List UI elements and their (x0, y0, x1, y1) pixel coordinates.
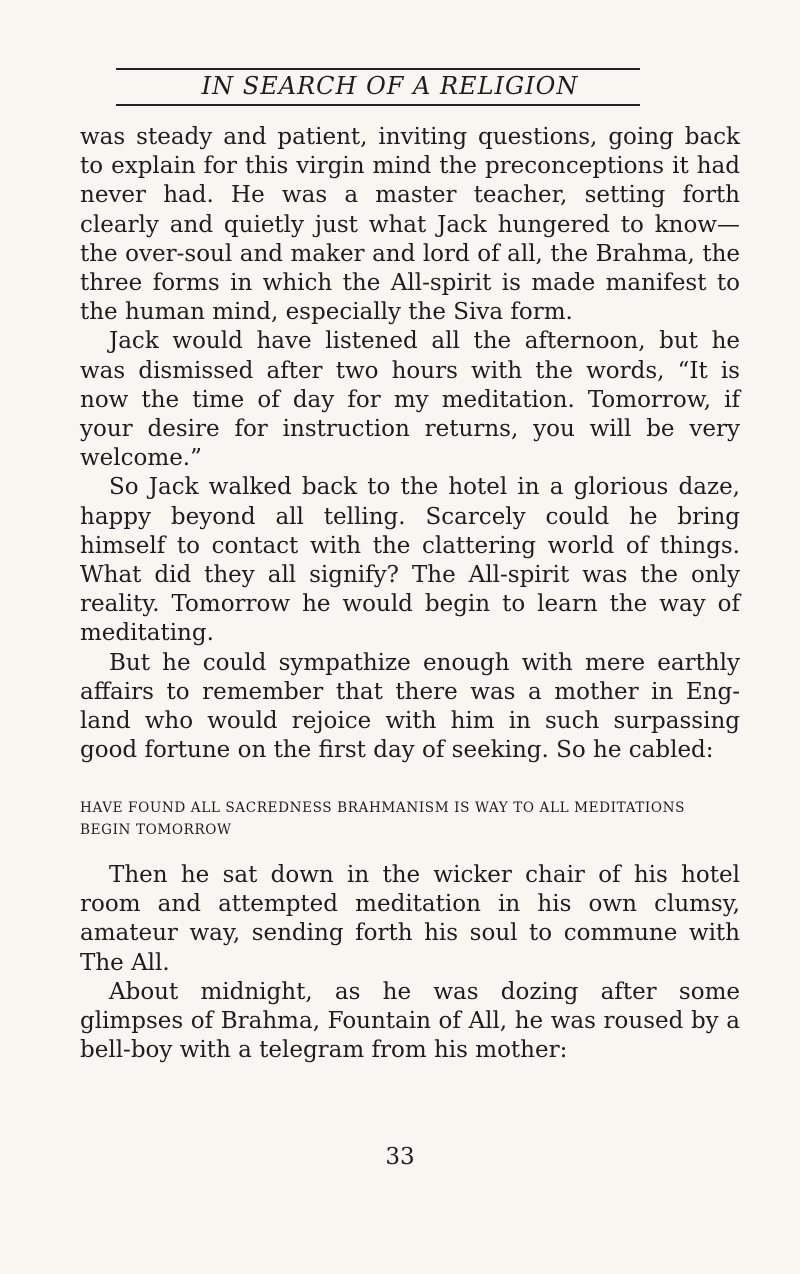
paragraph-6: About midnight, as he was dozing after some glimpses of Brahma, Fountain of All, he was roused by a bell-boy with a telegram from his mother: (80, 978, 740, 1064)
paragraph-3: So Jack walked back to the hotel in a glorious daze, happy beyond all telling. Scarcely could he bring himself to contact with the clattering world of things. What did they all signify? The All-spirit was the only reality. Tomorrow he would begin to learn the way of meditating. (80, 474, 740, 647)
body-text-upper (80, 123, 740, 765)
paragraph-4: But he could sympathize enough with mere earthly affairs to remember that there was a mother in Eng- land who would rejoice with him in such surpassing good fortune on the first day of seeking. So he cabled: (80, 649, 740, 764)
body-text-lower (80, 861, 740, 1065)
paragraph-1: was steady and patient, inviting questions, going back to explain for this virgin mind the preconceptions it had never had. He was a master teacher, setting forth clearly and quietly just what Jack hungered to know—the over-soul and maker and lord of all, the Brahma, the three forms in which the All-spirit is made manifest to the human mind, especially the Siva form. (80, 124, 740, 326)
paragraph-5: Then he sat down in the wicker chair of his hotel room and attempted meditation in his own clumsy, amateur way, sending forth his soul to commune with The All. (80, 862, 740, 976)
header-rule-top (116, 68, 640, 70)
page-number: 33 (385, 1144, 415, 1170)
header-rule-bottom (116, 104, 640, 106)
running-head-title: IN SEARCH OF A RELIGION (201, 72, 579, 100)
paragraph-2: Jack would have listened all the afternoon, but he was dismissed after two hours with the words, “It is now the time of day for my meditation. Tomorrow, if your desire for instruction returns, you will be very welcome.” (80, 328, 740, 472)
cable-message: HAVE FOUND ALL SACREDNESS BRAHMANISM IS WAY TO ALL MEDITATIONS BEGIN TOMORROW (80, 800, 686, 838)
